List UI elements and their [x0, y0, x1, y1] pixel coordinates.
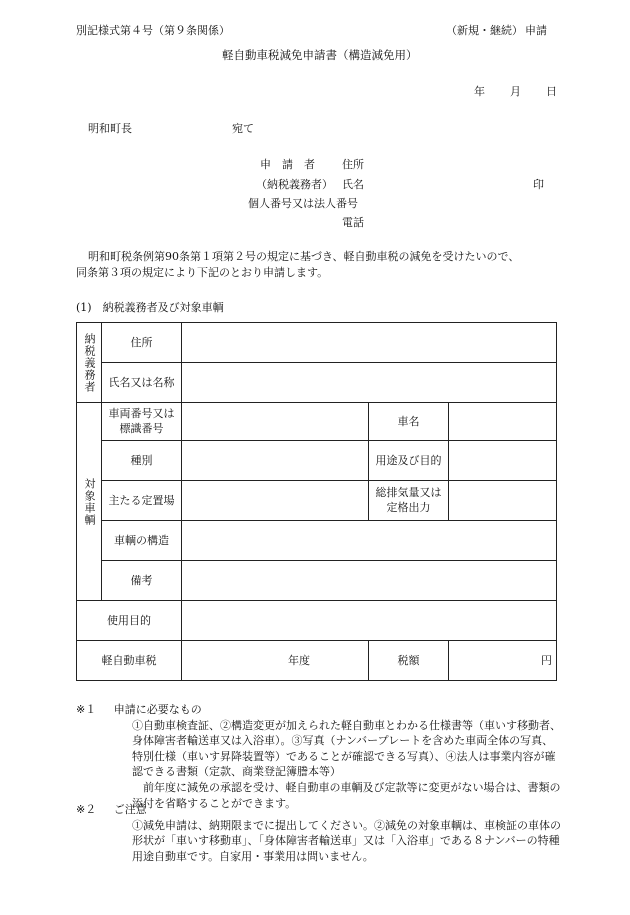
- note-1: [76, 702, 562, 811]
- form-title: 軽自動車税減免申請書（構造減免用）: [222, 48, 418, 62]
- vehicle-type-field[interactable]: [182, 441, 369, 481]
- table-row: [77, 561, 557, 601]
- section-heading: (1) 納税義務者及び対象車輌: [76, 301, 224, 314]
- note-2-title: ご注意: [113, 803, 147, 816]
- car-name-label: 車名: [369, 403, 449, 441]
- table-row: [77, 521, 557, 561]
- applicant-label: 申 請 者: [260, 158, 315, 171]
- applicant-name-label: 氏名: [342, 178, 364, 191]
- table-row: [77, 641, 557, 681]
- displacement-field[interactable]: [449, 481, 557, 521]
- fiscal-year-cell[interactable]: [182, 641, 369, 681]
- note-2: [76, 802, 562, 864]
- note-2-body: ①減免申請は、納期限までに提出してください。②減免の対象車輌は、車検証の車体の形状が「車いす移動車」、「身体障害者輸送車」又は「入浴車」である８ナンバーの特種用途自動車です。自家用・事業用は問いません。: [132, 818, 561, 863]
- applicant-phone-label: 電話: [342, 216, 364, 229]
- vehicle-type-label: 種別: [102, 441, 182, 481]
- note-2-mark: ※２: [76, 803, 97, 816]
- vehicle-header-cell: [77, 403, 102, 601]
- tax-amount-label: 税額: [369, 641, 449, 681]
- usage-purpose-field[interactable]: [182, 601, 557, 641]
- date-year-label: 年: [474, 85, 485, 98]
- structure-label: 車輌の構造: [102, 521, 182, 561]
- table-row: [77, 601, 557, 641]
- table-row: [77, 363, 557, 403]
- note-1-body: ①自動車検査証、②構造変更が加えられた軽自動車とわかる仕様書等（車いす移動者、身体障害者輸送車又は入浴車）。③写真（ナンバープレートを含めた車両全体の写真、特別仕様（車いす昇降装置等）であることが確認できる写真）、④法人は事業内容が確認できる書類（定款、商業登記簿謄本等）: [132, 718, 561, 779]
- garage-field[interactable]: [182, 481, 369, 521]
- table-row: [77, 441, 557, 481]
- taxpayer-name-label: 氏名又は名称: [102, 363, 182, 403]
- taxpayer-address-field[interactable]: [182, 323, 557, 363]
- taxpayer-header-cell: [77, 323, 102, 403]
- application-kind-suffix: 申請: [525, 24, 547, 37]
- garage-label: 主たる定置場: [102, 481, 182, 521]
- use-purpose-label: 用途及び目的: [369, 441, 449, 481]
- remarks-field[interactable]: [182, 561, 557, 601]
- fiscal-year-label: 年度: [288, 653, 310, 667]
- table-row: [77, 403, 557, 441]
- tax-amount-cell[interactable]: [449, 641, 557, 681]
- vehicle-number-field[interactable]: [182, 403, 369, 441]
- intro-line-1: 明和町税条例第90条第１項第２号の規定に基づき、軽自動車税の減免を受けたいので、: [88, 250, 520, 263]
- note-1-mark: ※１: [76, 703, 97, 716]
- table-row: [77, 323, 557, 363]
- structure-field[interactable]: [182, 521, 557, 561]
- remarks-label: 備考: [102, 561, 182, 601]
- applicant-address-label: 住所: [342, 158, 364, 171]
- application-kind: （新規・継続）: [446, 24, 523, 37]
- taxpayer-name-field[interactable]: [182, 363, 557, 403]
- date-day-label: 日: [546, 85, 557, 98]
- taxpayer-header: 納税義務者: [82, 332, 96, 393]
- car-name-field[interactable]: [449, 403, 557, 441]
- taxpayer-address-label: 住所: [102, 323, 182, 363]
- note-1-body-2: 前年度に減免の承認を受け、軽自動車の車輌及び定款等に変更がない場合は、書類の添付を省略することができます。: [132, 781, 561, 810]
- seal-mark: 印: [533, 178, 544, 191]
- taxpayer-label: （納税義務者）: [256, 178, 333, 191]
- use-purpose-field[interactable]: [449, 441, 557, 481]
- intro-line-2: 同条第３項の規定により下記のとおり申請します。: [76, 266, 329, 279]
- yen-unit: 円: [541, 653, 552, 667]
- addressee-suffix: 宛て: [232, 122, 254, 135]
- id-number-label: 個人番号又は法人番号: [248, 197, 358, 210]
- table-row: [77, 481, 557, 521]
- date-month-label: 月: [510, 85, 521, 98]
- usage-purpose-label: 使用目的: [77, 601, 182, 641]
- vehicle-number-label: 車両番号又は標識番号: [102, 403, 182, 441]
- vehicle-header: 対象車輌: [82, 477, 96, 526]
- light-vehicle-tax-label: 軽自動車税: [77, 641, 182, 681]
- vehicle-table: [76, 322, 557, 681]
- form-number: 別記様式第４号（第９条関係）: [76, 24, 230, 37]
- note-1-title: 申請に必要なもの: [113, 703, 202, 716]
- displacement-label: 総排気量又は定格出力: [369, 481, 449, 521]
- addressee-mayor: 明和町長: [88, 122, 132, 135]
